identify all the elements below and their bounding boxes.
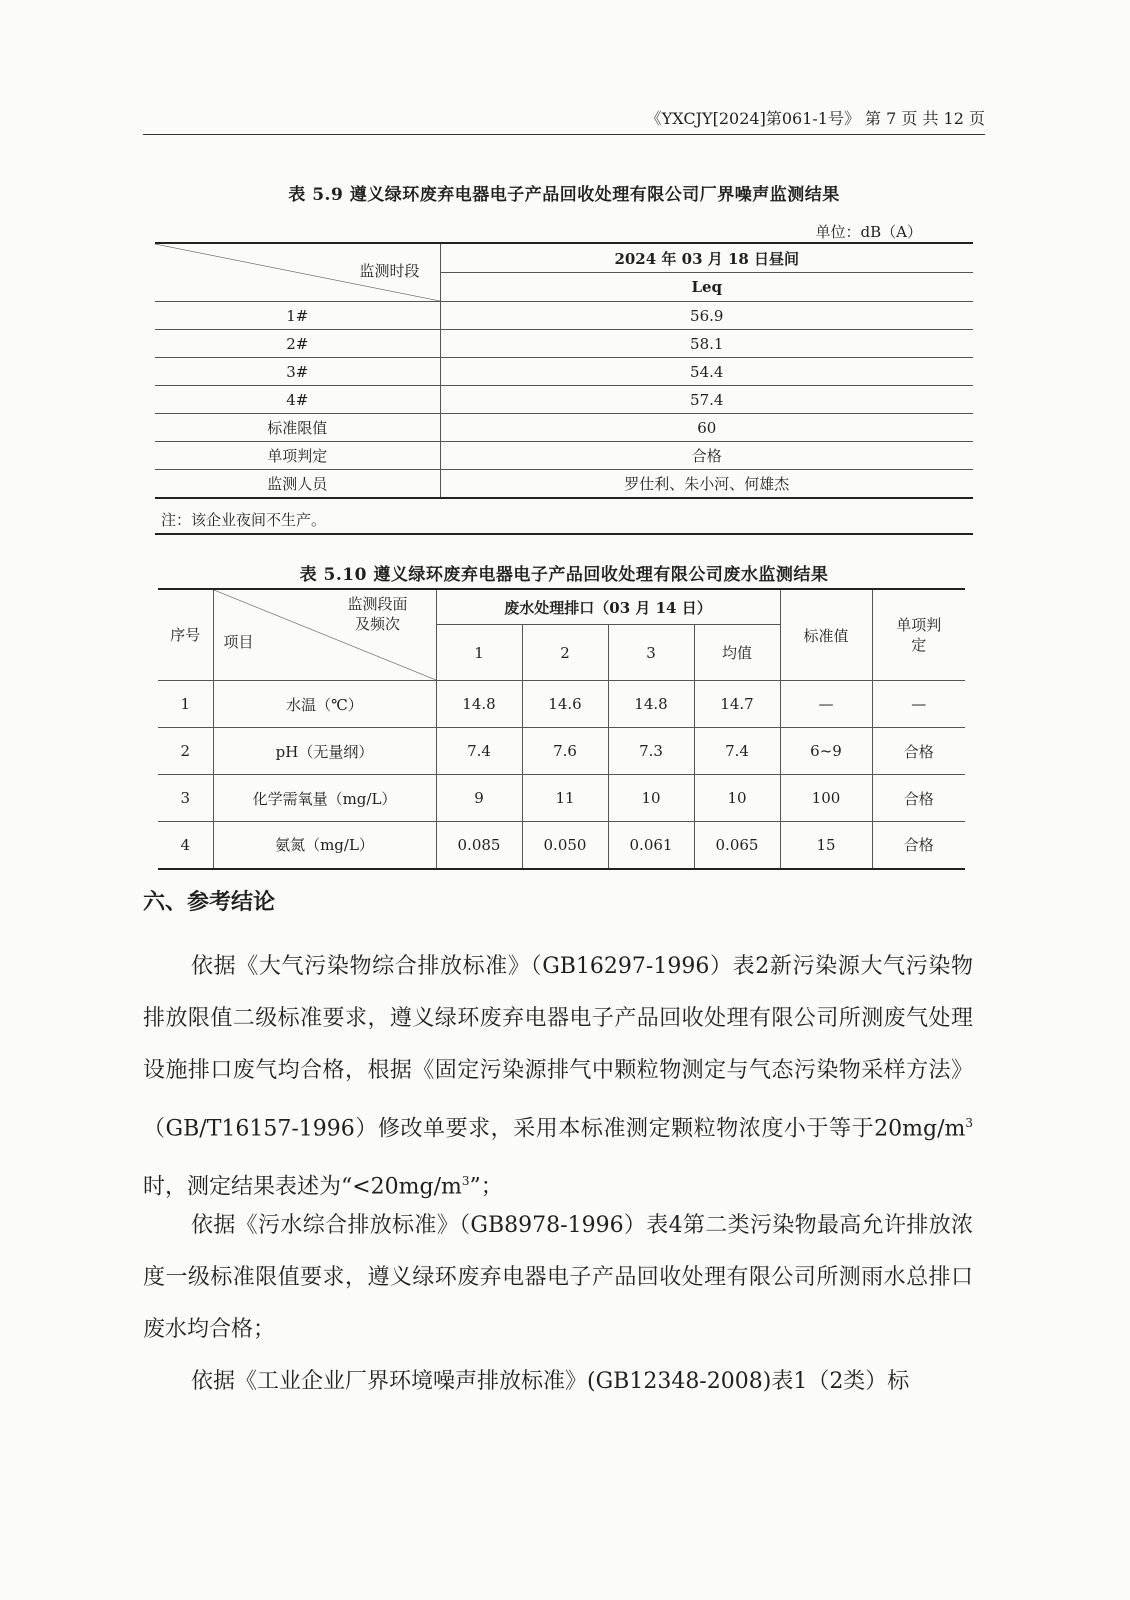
row-label: 监测人员	[155, 470, 440, 499]
cell-v2: 0.050	[522, 822, 608, 869]
group-header: 废水处理排口（03 月 14 日）	[436, 589, 780, 625]
table-5-9-note: 注：该企业夜间不生产。	[155, 505, 973, 535]
sub-header: 均值	[694, 625, 780, 681]
table-row	[155, 302, 973, 330]
table-row	[155, 414, 973, 442]
row-value: 58.1	[440, 330, 973, 358]
sub-header: 1	[436, 625, 522, 681]
row-value: 57.4	[440, 386, 973, 414]
row-label: 单项判定	[155, 442, 440, 470]
paragraph-water-standard: 依据《污水综合排放标准》（GB8978-1996）表4第二类污染物最高允许排放浓度一级标准限值要求，遵义绿环废弃电器电子产品回收处理有限公司所测雨水总排口废水均合格；	[143, 1213, 973, 1342]
table-row	[155, 386, 973, 414]
cell-judge: —	[872, 681, 965, 728]
row-label: 3#	[155, 358, 440, 386]
table-row	[155, 470, 973, 499]
row-label: 标准限值	[155, 414, 440, 442]
corner-cell	[155, 243, 440, 302]
corner-cell	[213, 589, 436, 681]
section-title: 六、参考结论	[143, 890, 276, 915]
cell-std: 100	[780, 775, 872, 822]
cell-v1: 0.085	[436, 822, 522, 869]
paragraph-air-standard: 依据《大气污染物综合排放标准》（GB16297-1996）表2新污染源大气污染物排放限值二级标准要求，遵义绿环废弃电器电子产品回收处理有限公司所测废气处理设施排口废气均合格，根据《固定污染源排气中颗粒物测定与气态污染物采样方法》（GB/T16157-1996）修改单要求，采用本标准测定颗粒物浓度小于等于$20mg/m^3$时，测定结果表述为“$<20mg/m^3$”；	[143, 954, 973, 1200]
cell-std: —	[780, 681, 872, 728]
table-row	[158, 681, 965, 728]
cell-v2: 11	[522, 775, 608, 822]
sub-header: 2	[522, 625, 608, 681]
cell-v1: 7.4	[436, 728, 522, 775]
cell-avg: 7.4	[694, 728, 780, 775]
row-label: 2#	[155, 330, 440, 358]
cell-v3: 7.3	[608, 728, 694, 775]
cell-seq: 3	[158, 775, 213, 822]
cell-item: 水温（℃）	[213, 681, 436, 728]
table-row	[155, 442, 973, 470]
noise-monitoring-table	[155, 242, 973, 499]
cell-seq: 2	[158, 728, 213, 775]
cell-judge: 合格	[872, 822, 965, 869]
row-label: 1#	[155, 302, 440, 330]
cell-std: 6~9	[780, 728, 872, 775]
row-value: 罗仕利、朱小河、何雄杰	[440, 470, 973, 499]
cell-item: 氨氮（mg/L）	[213, 822, 436, 869]
wastewater-monitoring-table	[158, 588, 965, 870]
col-standard-header: 标准值	[780, 589, 872, 681]
table-row	[155, 330, 973, 358]
row-value: 合格	[440, 442, 973, 470]
corner-top-label: 监测段面 及频次	[347, 595, 408, 633]
table-row	[155, 358, 973, 386]
cell-judge: 合格	[872, 728, 965, 775]
cell-std: 15	[780, 822, 872, 869]
cell-v1: 14.8	[436, 681, 522, 728]
cell-v2: 7.6	[522, 728, 608, 775]
col-judgement-header: 单项判定	[872, 589, 965, 681]
corner-label: 监测时段	[359, 262, 420, 280]
cell-v2: 14.6	[522, 681, 608, 728]
table-5-9-caption: 表 5.9 遵义绿环废弃电器电子产品回收处理有限公司厂界噪声监测结果	[288, 185, 840, 205]
cell-item: 化学需氧量（mg/L）	[213, 775, 436, 822]
page-header	[143, 108, 985, 135]
date-header: 2024 年 03 月 18 日昼间	[440, 243, 973, 273]
table-5-10-caption: 表 5.10 遵义绿环废弃电器电子产品回收处理有限公司废水监测结果	[299, 565, 829, 585]
cell-v3: 10	[608, 775, 694, 822]
corner-bottom-label: 项目	[223, 633, 254, 651]
row-value: 60	[440, 414, 973, 442]
row-value: 54.4	[440, 358, 973, 386]
table-5-9-unit: 单位：dB（A）	[815, 223, 922, 241]
cell-avg: 14.7	[694, 681, 780, 728]
row-label: 4#	[155, 386, 440, 414]
cell-avg: 0.065	[694, 822, 780, 869]
cell-judge: 合格	[872, 775, 965, 822]
cell-v1: 9	[436, 775, 522, 822]
cell-avg: 10	[694, 775, 780, 822]
cell-v3: 14.8	[608, 681, 694, 728]
sub-header: 3	[608, 625, 694, 681]
cell-seq: 4	[158, 822, 213, 869]
cell-seq: 1	[158, 681, 213, 728]
cell-item: pH（无量纲）	[213, 728, 436, 775]
paragraph-noise-standard: 依据《工业企业厂界环境噪声排放标准》(GB12348-2008)表1（2类）标	[191, 1369, 910, 1394]
metric-header: Leq	[440, 273, 973, 302]
table-row	[158, 728, 965, 775]
table-row	[158, 775, 965, 822]
col-seq-header: 序号	[158, 589, 213, 681]
cell-v3: 0.061	[608, 822, 694, 869]
table-row	[158, 822, 965, 869]
document-number: 《YXCJY[2024]第061-1号》 第 7 页 共 12 页	[645, 109, 985, 128]
row-value: 56.9	[440, 302, 973, 330]
